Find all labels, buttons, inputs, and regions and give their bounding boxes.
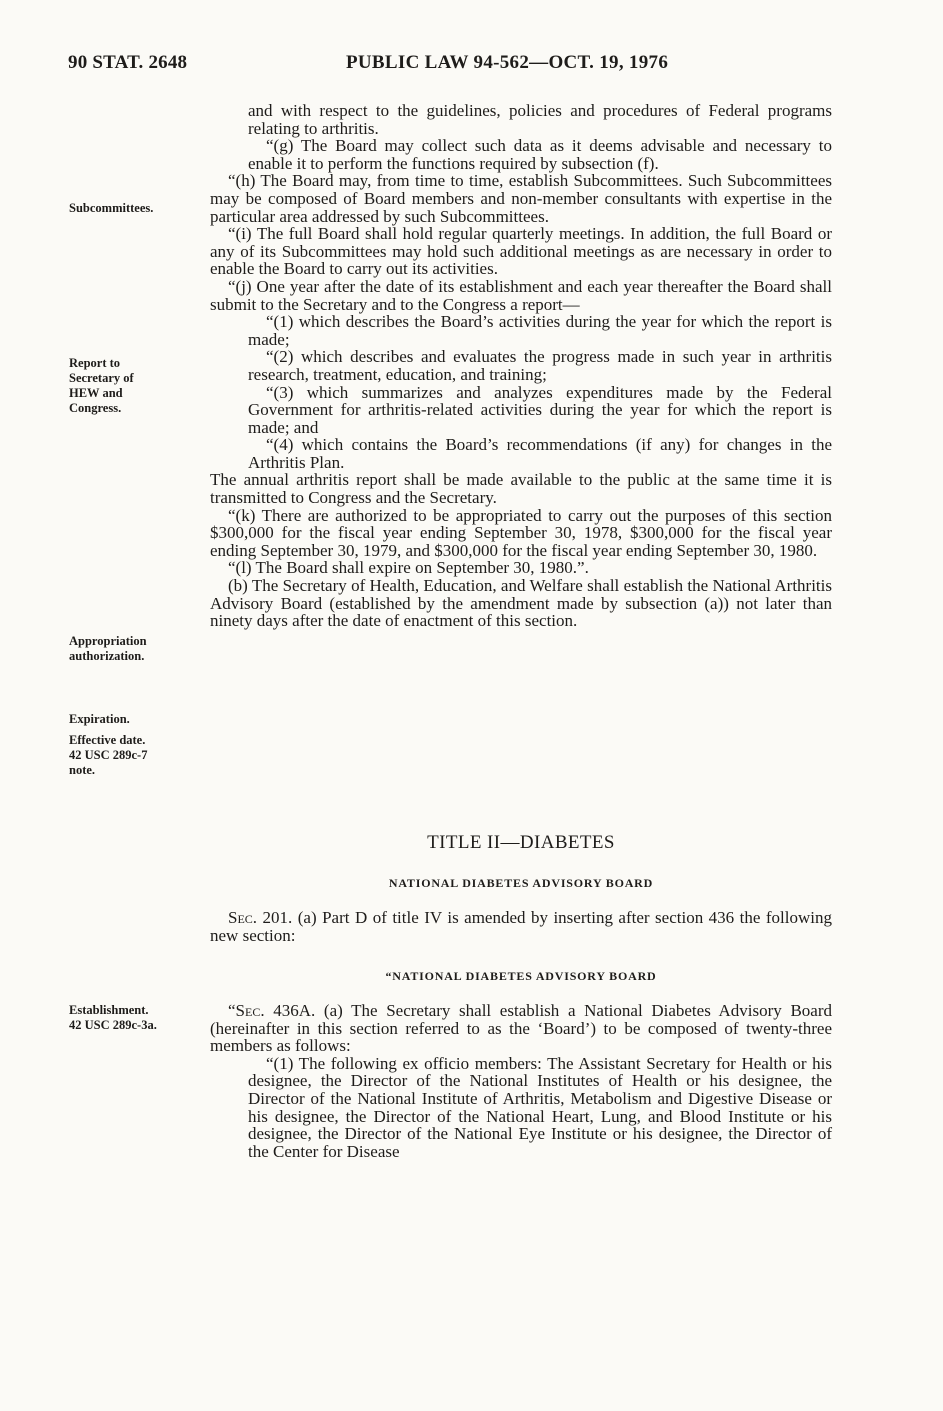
- paragraph-i: “(i) The full Board shall hold regular quarterly meetings. In addition, the full Board or any of its Subcommittees may hold such additional meetings as are necessary in order to enable the Board to carry out its activities.: [210, 224, 832, 279]
- paragraph-h: “(h) The Board may, from time to time, establish Subcommittees. Such Subcommittees may be composed of Board members and non-member consultants with expertise in the particular area addressed by such Subcommittees.: [210, 171, 832, 226]
- section-436a-text: [210, 1002, 832, 1160]
- sec-436a-label: “Sec.: [228, 1001, 265, 1020]
- sec-201-body: 201. (a) Part D of title IV is amended by inserting after section 436 the following new section:: [210, 908, 832, 945]
- paragraph-annual-report: The annual arthritis report shall be made available to the public at the same time it is transmitted to Congress and the Secretary.: [210, 470, 832, 508]
- paragraph-sec-436a: [210, 1002, 832, 1055]
- subhead-block: [210, 876, 832, 891]
- paragraph-j-2: “(2) which describes and evaluates the progress made in such year in arthritis research, treatment, education, and training;: [248, 347, 832, 384]
- margin-note-establishment: Establishment. 42 USC 289c-3a.: [69, 1003, 157, 1032]
- paragraph-g: “(g) The Board may collect such data as it deems advisable and necessary to enable it to perform the functions required by subsection (f).: [248, 136, 832, 173]
- margin-note-report: Report to Secretary of HEW and Congress.: [69, 356, 134, 415]
- paragraph-j: “(j) One year after the date of its establishment and each year thereafter the Board shall submit to the Secretary and to the Congress a report—: [210, 276, 832, 314]
- paragraph-j-1: “(1) which describes the Board’s activities during the year for which the report is made;: [248, 312, 832, 349]
- paragraph-j-4: “(4) which contains the Board’s recommendations (if any) for changes in the Arthritis Plan.: [248, 435, 832, 472]
- margin-note-subcommittees: Subcommittees.: [69, 201, 154, 215]
- paragraph-b: (b) The Secretary of Health, Education, and Welfare shall establish the National Arthritis Advisory Board (established by the amendment made by subsection (a)) not later than ninety days after the date of enactment of this section.: [210, 576, 832, 631]
- sec-436a-body: 436A. (a) The Secretary shall establish a National Diabetes Advisory Board (hereinafter in this section referred to as the ‘Board’) to be composed of twenty-three members as follows:: [210, 1001, 832, 1056]
- paragraph-k: “(k) There are authorized to be appropriated to carry out the purposes of this section $300,000 for the fiscal year ending September 30, 1978, $300,000 for the fiscal year ending September 30, 1979, and $300,000 for the fiscal year ending September 30, 1980.: [210, 505, 832, 560]
- margin-note-expiration: Expiration.: [69, 712, 130, 726]
- paragraph-ex-officio-members: “(1) The following ex officio members: The Assistant Secretary for Health or his designee, the Director of the National Institutes of Health or his designee, the Director of the National Institute of Arthritis, Metabolism and Digestive Disease or his designee, the Director of the National Heart, Lung, and Blood Institute or his designee, the Director of the National Eye Institute or his designee, the Director of the Center for Disease: [248, 1053, 832, 1161]
- paragraph-j-3: “(3) which summarizes and analyzes expenditures made by the Federal Government for arthritis-related activities during the year for which the report is made; and: [248, 382, 832, 437]
- national-diabetes-advisory-board-subhead: NATIONAL DIABETES ADVISORY BOARD: [388, 876, 654, 890]
- title-ii-heading: TITLE II—DIABETES: [427, 832, 615, 853]
- quoted-section-subhead: “NATIONAL DIABETES ADVISORY BOARD: [385, 969, 657, 983]
- title-ii-heading-block: [210, 832, 832, 854]
- public-law-title: PUBLIC LAW 94-562—OCT. 19, 1976: [346, 52, 669, 73]
- subhead2-block: [210, 969, 832, 984]
- section-arthritis-board-text: [210, 102, 832, 630]
- paragraph-continuation: and with respect to the guidelines, policies and procedures of Federal programs relating to arthritis.: [248, 101, 832, 138]
- page-header: [68, 52, 838, 82]
- margin-note-effective-date: Effective date. 42 USC 289c-7 note.: [69, 733, 148, 777]
- statute-page-number: 90 STAT. 2648: [68, 52, 188, 73]
- margin-note-appropriation: Appropriation authorization.: [69, 634, 147, 663]
- paragraph-sec-201: [210, 909, 832, 944]
- section-201-text: [210, 909, 832, 944]
- paragraph-l: “(l) The Board shall expire on September 30, 1980.”.: [228, 558, 589, 578]
- sec-label: Sec.: [228, 908, 258, 927]
